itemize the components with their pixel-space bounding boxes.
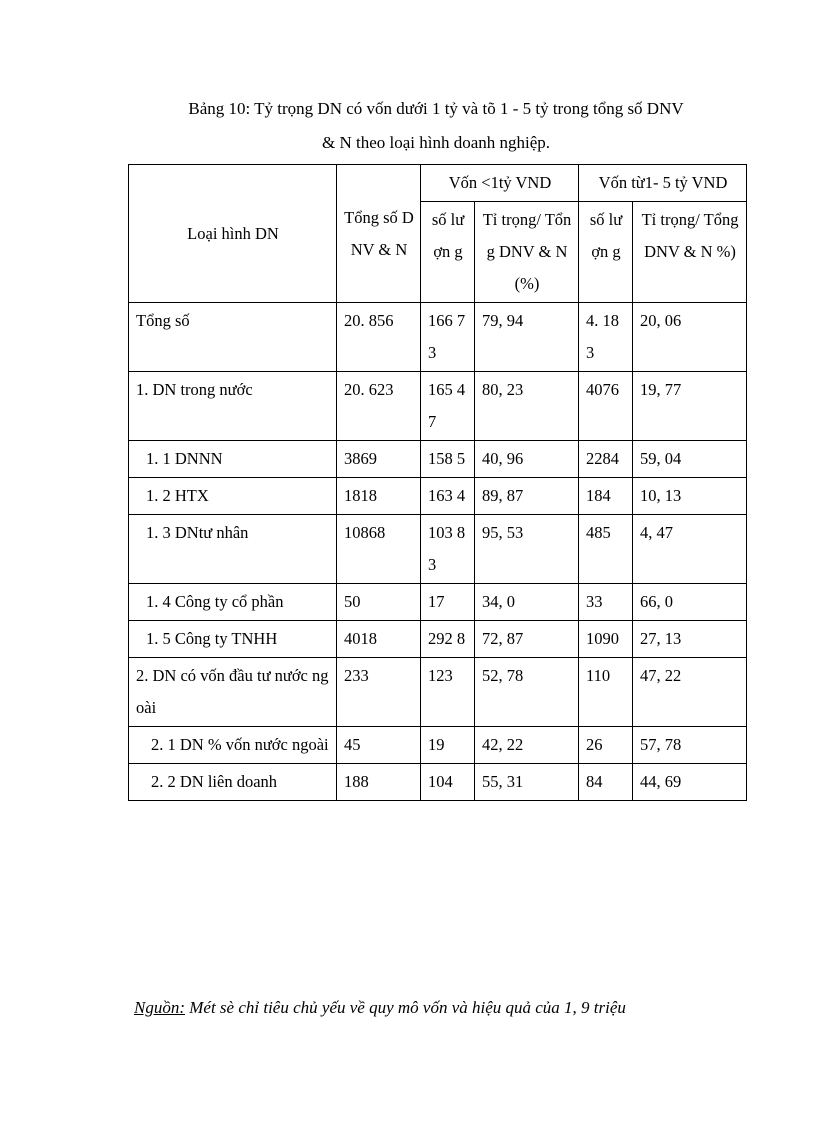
cell-loai-hinh: 1. 2 HTX	[129, 478, 337, 515]
table-row	[129, 584, 747, 621]
cell-so-luong-1-5ty: 2284	[579, 441, 633, 478]
cell-so-luong-under-1ty: 123	[421, 658, 475, 727]
cell-ti-trong-1-5ty: 27, 13	[633, 621, 747, 658]
cell-so-luong-under-1ty: 158 5	[421, 441, 475, 478]
cell-tong-so: 10868	[337, 515, 421, 584]
header-ti-trong-1: Tỉ trọng/ Tổng DNV & N (%)	[475, 202, 579, 303]
cell-ti-trong-under-1ty: 40, 96	[475, 441, 579, 478]
cell-tong-so: 233	[337, 658, 421, 727]
cell-loai-hinh: 2. 2 DN liên doanh	[129, 764, 337, 801]
cell-ti-trong-under-1ty: 79, 94	[475, 303, 579, 372]
cell-ti-trong-under-1ty: 89, 87	[475, 478, 579, 515]
caption-line-2: & N theo loại hình doanh nghiệp.	[321, 133, 551, 152]
header-so-luong-1: số lượn g	[421, 202, 475, 303]
cell-so-luong-1-5ty: 26	[579, 727, 633, 764]
cell-ti-trong-under-1ty: 72, 87	[475, 621, 579, 658]
cell-ti-trong-under-1ty: 52, 78	[475, 658, 579, 727]
cell-so-luong-1-5ty: 110	[579, 658, 633, 727]
cell-so-luong-1-5ty: 33	[579, 584, 633, 621]
table-caption	[126, 92, 746, 160]
cell-loai-hinh: 1. DN trong nước	[129, 372, 337, 441]
cell-so-luong-1-5ty: 1090	[579, 621, 633, 658]
cell-so-luong-1-5ty: 4. 183	[579, 303, 633, 372]
source-note	[134, 998, 754, 1018]
cell-so-luong-under-1ty: 292 8	[421, 621, 475, 658]
cell-loai-hinh: 1. 4 Công ty cổ phần	[129, 584, 337, 621]
table-row	[129, 303, 747, 372]
cell-ti-trong-1-5ty: 57, 78	[633, 727, 747, 764]
cell-ti-trong-1-5ty: 66, 0	[633, 584, 747, 621]
table-row	[129, 658, 747, 727]
cell-ti-trong-under-1ty: 80, 23	[475, 372, 579, 441]
cell-tong-so: 188	[337, 764, 421, 801]
header-ti-trong-2: Tỉ trọng/ Tổng DNV & N %)	[633, 202, 747, 303]
cell-so-luong-under-1ty: 163 4	[421, 478, 475, 515]
cell-loai-hinh: 2. DN có vốn đầu tư nước ngoài	[129, 658, 337, 727]
cell-loai-hinh: 1. 3 DNtư nhân	[129, 515, 337, 584]
cell-ti-trong-1-5ty: 4, 47	[633, 515, 747, 584]
header-so-luong-2: số lượn g	[579, 202, 633, 303]
cell-loai-hinh: 1. 1 DNNN	[129, 441, 337, 478]
header-row-1	[129, 165, 747, 202]
table-row	[129, 441, 747, 478]
cell-tong-so: 45	[337, 727, 421, 764]
cell-tong-so: 3869	[337, 441, 421, 478]
source-text: Mét sè chỉ tiêu chủ yếu về quy mô vốn và hiệu quả của 1, 9 triệu	[185, 998, 626, 1017]
header-group-under-1ty: Vốn <1tỷ VND	[421, 165, 579, 202]
cell-ti-trong-under-1ty: 95, 53	[475, 515, 579, 584]
cell-so-luong-under-1ty: 104	[421, 764, 475, 801]
cell-tong-so: 20. 623	[337, 372, 421, 441]
table-row	[129, 515, 747, 584]
cell-so-luong-1-5ty: 184	[579, 478, 633, 515]
cell-ti-trong-1-5ty: 19, 77	[633, 372, 747, 441]
cell-so-luong-under-1ty: 166 73	[421, 303, 475, 372]
cell-so-luong-1-5ty: 4076	[579, 372, 633, 441]
table-row	[129, 372, 747, 441]
header-group-1-5ty: Vốn từ1- 5 tỷ VND	[579, 165, 747, 202]
cell-tong-so: 50	[337, 584, 421, 621]
cell-ti-trong-under-1ty: 42, 22	[475, 727, 579, 764]
cell-so-luong-under-1ty: 17	[421, 584, 475, 621]
cell-loai-hinh: 1. 5 Công ty TNHH	[129, 621, 337, 658]
header-loai-hinh: Loại hình DN	[129, 165, 337, 303]
caption-line-1: Bảng 10: Tỷ trọng DN có vốn dưới 1 tỷ và tõ 1 - 5 tỷ trong tổng số DNV	[188, 99, 684, 118]
cell-loai-hinh: 2. 1 DN % vốn nước ngoài	[129, 727, 337, 764]
data-table	[128, 164, 747, 801]
cell-ti-trong-1-5ty: 59, 04	[633, 441, 747, 478]
cell-tong-so: 4018	[337, 621, 421, 658]
cell-so-luong-under-1ty: 19	[421, 727, 475, 764]
table-row	[129, 764, 747, 801]
cell-ti-trong-under-1ty: 55, 31	[475, 764, 579, 801]
cell-so-luong-1-5ty: 84	[579, 764, 633, 801]
cell-so-luong-1-5ty: 485	[579, 515, 633, 584]
cell-so-luong-under-1ty: 165 47	[421, 372, 475, 441]
cell-ti-trong-1-5ty: 44, 69	[633, 764, 747, 801]
cell-tong-so: 20. 856	[337, 303, 421, 372]
table-row	[129, 621, 747, 658]
cell-loai-hinh: Tổng số	[129, 303, 337, 372]
source-label: Nguồn:	[134, 998, 185, 1017]
cell-ti-trong-1-5ty: 47, 22	[633, 658, 747, 727]
cell-tong-so: 1818	[337, 478, 421, 515]
table-row	[129, 478, 747, 515]
header-tong-so: Tổng số DNV & N	[337, 165, 421, 303]
table-row	[129, 727, 747, 764]
cell-ti-trong-1-5ty: 10, 13	[633, 478, 747, 515]
cell-so-luong-under-1ty: 103 83	[421, 515, 475, 584]
cell-ti-trong-1-5ty: 20, 06	[633, 303, 747, 372]
cell-ti-trong-under-1ty: 34, 0	[475, 584, 579, 621]
